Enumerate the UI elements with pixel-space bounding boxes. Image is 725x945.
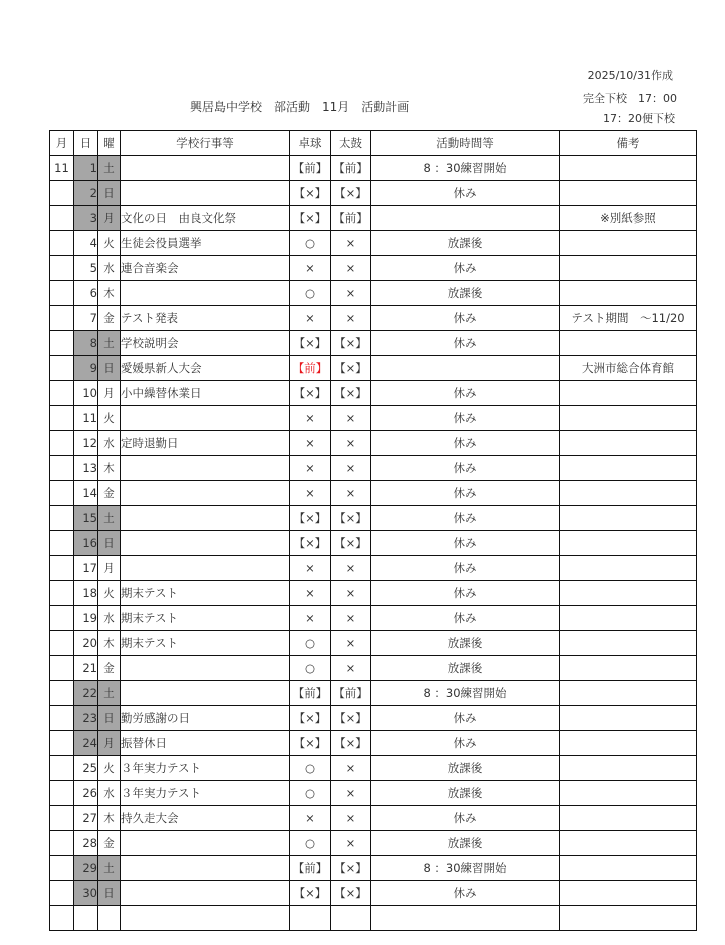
taiko-cell: 【×】 bbox=[331, 356, 371, 381]
notes-cell bbox=[560, 431, 697, 456]
table-tennis-cell: 【×】 bbox=[290, 206, 331, 231]
activity-time-cell: 休み bbox=[371, 506, 560, 531]
weekday-cell: 金 bbox=[98, 656, 121, 681]
month-cell: 11 bbox=[50, 156, 74, 181]
notes-cell bbox=[560, 531, 697, 556]
table-tennis-cell: × bbox=[290, 606, 331, 631]
activity-time-cell: 休み bbox=[371, 431, 560, 456]
school-event-cell: 期末テスト bbox=[121, 631, 290, 656]
day-cell: 16 bbox=[74, 531, 98, 556]
table-tennis-cell: ○ bbox=[290, 781, 331, 806]
table-tennis-cell: ○ bbox=[290, 281, 331, 306]
col-header-month: 月 bbox=[50, 131, 74, 156]
table-row bbox=[50, 356, 697, 381]
activity-time-cell: 休み bbox=[371, 881, 560, 906]
school-event-cell bbox=[121, 156, 290, 181]
weekday-cell: 木 bbox=[98, 281, 121, 306]
weekday-cell: 土 bbox=[98, 681, 121, 706]
school-event-cell: 学校説明会 bbox=[121, 331, 290, 356]
activity-time-cell: 休み bbox=[371, 381, 560, 406]
activity-plan-table bbox=[49, 130, 697, 931]
table-tennis-cell: 【前】 bbox=[290, 156, 331, 181]
notes-cell: 大洲市総合体育館 bbox=[560, 356, 697, 381]
school-event-cell bbox=[121, 856, 290, 881]
notes-cell bbox=[560, 831, 697, 856]
table-row bbox=[50, 656, 697, 681]
table-tennis-cell: ○ bbox=[290, 831, 331, 856]
month-cell bbox=[50, 481, 74, 506]
school-event-cell: テスト発表 bbox=[121, 306, 290, 331]
activity-time-cell: 放課後 bbox=[371, 756, 560, 781]
month-cell bbox=[50, 181, 74, 206]
taiko-cell bbox=[331, 906, 371, 931]
table-row bbox=[50, 531, 697, 556]
month-cell bbox=[50, 831, 74, 856]
table-row bbox=[50, 181, 697, 206]
day-cell: 9 bbox=[74, 356, 98, 381]
taiko-cell: 【×】 bbox=[331, 181, 371, 206]
table-row bbox=[50, 731, 697, 756]
col-header-day: 日 bbox=[74, 131, 98, 156]
weekday-cell: 金 bbox=[98, 831, 121, 856]
notes-cell bbox=[560, 556, 697, 581]
notes-cell: ※別紙参照 bbox=[560, 206, 697, 231]
month-cell bbox=[50, 406, 74, 431]
month-cell bbox=[50, 256, 74, 281]
weekday-cell: 日 bbox=[98, 531, 121, 556]
table-row bbox=[50, 831, 697, 856]
month-cell bbox=[50, 706, 74, 731]
day-cell: 7 bbox=[74, 306, 98, 331]
table-row bbox=[50, 706, 697, 731]
weekday-cell: 土 bbox=[98, 856, 121, 881]
table-row bbox=[50, 556, 697, 581]
table-row bbox=[50, 631, 697, 656]
day-cell: 1 bbox=[74, 156, 98, 181]
full-dismissal-time: 完全下校 17：00 bbox=[583, 92, 677, 105]
day-cell: 30 bbox=[74, 881, 98, 906]
month-cell bbox=[50, 581, 74, 606]
day-cell: 10 bbox=[74, 381, 98, 406]
activity-time-cell: 放課後 bbox=[371, 281, 560, 306]
day-cell: 12 bbox=[74, 431, 98, 456]
weekday-cell: 日 bbox=[98, 706, 121, 731]
weekday-cell: 水 bbox=[98, 256, 121, 281]
col-header-table-tennis: 卓球 bbox=[290, 131, 331, 156]
month-cell bbox=[50, 731, 74, 756]
activity-time-cell: 休み bbox=[371, 181, 560, 206]
day-cell: 17 bbox=[74, 556, 98, 581]
taiko-cell: × bbox=[331, 231, 371, 256]
activity-time-cell: 休み bbox=[371, 556, 560, 581]
taiko-cell: 【前】 bbox=[331, 156, 371, 181]
notes-cell bbox=[560, 706, 697, 731]
month-cell bbox=[50, 381, 74, 406]
table-row bbox=[50, 606, 697, 631]
month-cell bbox=[50, 281, 74, 306]
table-row bbox=[50, 231, 697, 256]
table-row bbox=[50, 481, 697, 506]
taiko-cell: 【×】 bbox=[331, 531, 371, 556]
taiko-cell: × bbox=[331, 456, 371, 481]
taiko-cell: × bbox=[331, 581, 371, 606]
activity-time-cell: 休み bbox=[371, 406, 560, 431]
table-tennis-cell: × bbox=[290, 256, 331, 281]
month-cell bbox=[50, 206, 74, 231]
table-tennis-cell: 【×】 bbox=[290, 506, 331, 531]
weekday-cell: 火 bbox=[98, 756, 121, 781]
activity-time-cell: 放課後 bbox=[371, 631, 560, 656]
month-cell bbox=[50, 881, 74, 906]
table-row bbox=[50, 506, 697, 531]
month-cell bbox=[50, 906, 74, 931]
weekday-cell: 日 bbox=[98, 881, 121, 906]
table-tennis-cell: ○ bbox=[290, 656, 331, 681]
taiko-cell: 【×】 bbox=[331, 706, 371, 731]
school-event-cell: 文化の日 由良文化祭 bbox=[121, 206, 290, 231]
table-row bbox=[50, 581, 697, 606]
notes-cell bbox=[560, 631, 697, 656]
day-cell: 20 bbox=[74, 631, 98, 656]
table-row bbox=[50, 806, 697, 831]
table-row bbox=[50, 781, 697, 806]
day-cell: 22 bbox=[74, 681, 98, 706]
activity-time-cell: 休み bbox=[371, 806, 560, 831]
month-cell bbox=[50, 806, 74, 831]
table-tennis-cell: × bbox=[290, 581, 331, 606]
day-cell: 15 bbox=[74, 506, 98, 531]
table-row bbox=[50, 681, 697, 706]
table-tennis-cell: × bbox=[290, 481, 331, 506]
notes-cell bbox=[560, 456, 697, 481]
taiko-cell: 【×】 bbox=[331, 856, 371, 881]
taiko-cell: 【×】 bbox=[331, 506, 371, 531]
activity-time-cell: 放課後 bbox=[371, 831, 560, 856]
table-row bbox=[50, 906, 697, 931]
activity-time-cell: 放課後 bbox=[371, 231, 560, 256]
table-tennis-cell: 【前】 bbox=[290, 856, 331, 881]
table-row bbox=[50, 331, 697, 356]
table-tennis-cell: ○ bbox=[290, 231, 331, 256]
day-cell: 5 bbox=[74, 256, 98, 281]
day-cell: 21 bbox=[74, 656, 98, 681]
school-event-cell bbox=[121, 881, 290, 906]
table-tennis-cell bbox=[290, 906, 331, 931]
weekday-cell: 火 bbox=[98, 406, 121, 431]
day-cell: 24 bbox=[74, 731, 98, 756]
weekday-cell: 火 bbox=[98, 231, 121, 256]
school-event-cell: 振替休日 bbox=[121, 731, 290, 756]
table-row bbox=[50, 406, 697, 431]
month-cell bbox=[50, 781, 74, 806]
weekday-cell: 月 bbox=[98, 206, 121, 231]
day-cell: 25 bbox=[74, 756, 98, 781]
weekday-cell: 月 bbox=[98, 556, 121, 581]
school-event-cell bbox=[121, 656, 290, 681]
weekday-cell: 月 bbox=[98, 381, 121, 406]
school-event-cell bbox=[121, 481, 290, 506]
weekday-cell: 木 bbox=[98, 631, 121, 656]
table-row bbox=[50, 856, 697, 881]
month-cell bbox=[50, 531, 74, 556]
table-tennis-cell: × bbox=[290, 556, 331, 581]
school-event-cell: 小中繰替休業日 bbox=[121, 381, 290, 406]
weekday-cell: 木 bbox=[98, 456, 121, 481]
month-cell bbox=[50, 506, 74, 531]
day-cell: 3 bbox=[74, 206, 98, 231]
table-tennis-cell: 【×】 bbox=[290, 731, 331, 756]
notes-cell bbox=[560, 156, 697, 181]
day-cell: 23 bbox=[74, 706, 98, 731]
school-event-cell bbox=[121, 906, 290, 931]
taiko-cell: × bbox=[331, 831, 371, 856]
taiko-cell: × bbox=[331, 556, 371, 581]
activity-time-cell bbox=[371, 206, 560, 231]
table-row bbox=[50, 881, 697, 906]
activity-time-cell: 休み bbox=[371, 481, 560, 506]
school-event-cell: 愛媛県新人大会 bbox=[121, 356, 290, 381]
activity-time-cell: 休み bbox=[371, 456, 560, 481]
notes-cell bbox=[560, 281, 697, 306]
taiko-cell: × bbox=[331, 806, 371, 831]
activity-time-cell: 8 ：30練習開始 bbox=[371, 681, 560, 706]
activity-time-cell: 放課後 bbox=[371, 781, 560, 806]
activity-time-cell: 休み bbox=[371, 331, 560, 356]
table-row bbox=[50, 156, 697, 181]
taiko-cell: 【×】 bbox=[331, 381, 371, 406]
taiko-cell: × bbox=[331, 481, 371, 506]
activity-time-cell: 放課後 bbox=[371, 656, 560, 681]
table-row bbox=[50, 456, 697, 481]
notes-cell bbox=[560, 906, 697, 931]
month-cell bbox=[50, 606, 74, 631]
taiko-cell: 【前】 bbox=[331, 206, 371, 231]
activity-time-cell bbox=[371, 356, 560, 381]
table-tennis-cell: × bbox=[290, 456, 331, 481]
month-cell bbox=[50, 231, 74, 256]
weekday-cell: 火 bbox=[98, 581, 121, 606]
table-tennis-cell: 【×】 bbox=[290, 181, 331, 206]
day-cell: 28 bbox=[74, 831, 98, 856]
month-cell bbox=[50, 431, 74, 456]
weekday-cell: 金 bbox=[98, 481, 121, 506]
col-header-activity-time: 活動時間等 bbox=[371, 131, 560, 156]
weekday-cell: 土 bbox=[98, 506, 121, 531]
notes-cell bbox=[560, 256, 697, 281]
notes-cell bbox=[560, 481, 697, 506]
day-cell: 14 bbox=[74, 481, 98, 506]
activity-time-cell: 休み bbox=[371, 706, 560, 731]
day-cell bbox=[74, 906, 98, 931]
taiko-cell: × bbox=[331, 606, 371, 631]
col-header-notes: 備考 bbox=[560, 131, 697, 156]
weekday-cell: 木 bbox=[98, 806, 121, 831]
day-cell: 18 bbox=[74, 581, 98, 606]
taiko-cell: × bbox=[331, 631, 371, 656]
activity-time-cell: 休み bbox=[371, 731, 560, 756]
notes-cell bbox=[560, 856, 697, 881]
school-event-cell: 持久走大会 bbox=[121, 806, 290, 831]
table-row bbox=[50, 381, 697, 406]
table-tennis-cell: × bbox=[290, 306, 331, 331]
school-event-cell: 連合音楽会 bbox=[121, 256, 290, 281]
taiko-cell: 【×】 bbox=[331, 731, 371, 756]
table-tennis-cell: ○ bbox=[290, 631, 331, 656]
month-cell bbox=[50, 456, 74, 481]
table-tennis-cell: 【前】 bbox=[290, 681, 331, 706]
day-cell: 26 bbox=[74, 781, 98, 806]
table-row bbox=[50, 256, 697, 281]
day-cell: 8 bbox=[74, 331, 98, 356]
notes-cell bbox=[560, 231, 697, 256]
activity-time-cell bbox=[371, 906, 560, 931]
activity-time-cell: 休み bbox=[371, 581, 560, 606]
month-cell bbox=[50, 631, 74, 656]
taiko-cell: 【前】 bbox=[331, 681, 371, 706]
day-cell: 6 bbox=[74, 281, 98, 306]
table-tennis-cell: 【×】 bbox=[290, 381, 331, 406]
notes-cell bbox=[560, 581, 697, 606]
notes-cell bbox=[560, 506, 697, 531]
day-cell: 29 bbox=[74, 856, 98, 881]
school-event-cell bbox=[121, 531, 290, 556]
month-cell bbox=[50, 656, 74, 681]
notes-cell bbox=[560, 881, 697, 906]
weekday-cell: 水 bbox=[98, 431, 121, 456]
taiko-cell: × bbox=[331, 756, 371, 781]
school-event-cell: 勤労感謝の日 bbox=[121, 706, 290, 731]
taiko-cell: × bbox=[331, 781, 371, 806]
notes-cell bbox=[560, 806, 697, 831]
taiko-cell: 【×】 bbox=[331, 331, 371, 356]
school-event-cell: 生徒会役員選挙 bbox=[121, 231, 290, 256]
weekday-cell: 日 bbox=[98, 181, 121, 206]
school-event-cell: 期末テスト bbox=[121, 581, 290, 606]
notes-cell bbox=[560, 181, 697, 206]
taiko-cell: × bbox=[331, 656, 371, 681]
table-tennis-cell: 【前】 bbox=[290, 356, 331, 381]
bus-dismissal-time: 17：20便下校 bbox=[603, 112, 675, 125]
school-event-cell bbox=[121, 456, 290, 481]
school-event-cell bbox=[121, 556, 290, 581]
table-tennis-cell: × bbox=[290, 806, 331, 831]
weekday-cell: 日 bbox=[98, 356, 121, 381]
table-row bbox=[50, 206, 697, 231]
notes-cell bbox=[560, 331, 697, 356]
activity-time-cell: 休み bbox=[371, 606, 560, 631]
month-cell bbox=[50, 681, 74, 706]
taiko-cell: 【×】 bbox=[331, 881, 371, 906]
school-event-cell: 定時退勤日 bbox=[121, 431, 290, 456]
notes-cell bbox=[560, 381, 697, 406]
activity-time-cell: 8 ：30練習開始 bbox=[371, 156, 560, 181]
taiko-cell: × bbox=[331, 281, 371, 306]
document-title: 興居島中学校 部活動 11月 活動計画 bbox=[190, 100, 410, 114]
col-header-taiko: 太鼓 bbox=[331, 131, 371, 156]
month-cell bbox=[50, 331, 74, 356]
taiko-cell: × bbox=[331, 306, 371, 331]
school-event-cell bbox=[121, 281, 290, 306]
activity-time-cell: 休み bbox=[371, 256, 560, 281]
school-event-cell bbox=[121, 406, 290, 431]
taiko-cell: × bbox=[331, 431, 371, 456]
table-tennis-cell: × bbox=[290, 431, 331, 456]
weekday-cell: 土 bbox=[98, 331, 121, 356]
school-event-cell: ３年実力テスト bbox=[121, 756, 290, 781]
notes-cell bbox=[560, 656, 697, 681]
school-event-cell: 期末テスト bbox=[121, 606, 290, 631]
created-date: 2025/10/31作成 bbox=[587, 69, 673, 82]
weekday-cell: 金 bbox=[98, 306, 121, 331]
table-row bbox=[50, 756, 697, 781]
school-event-cell bbox=[121, 181, 290, 206]
weekday-cell: 水 bbox=[98, 606, 121, 631]
table-row bbox=[50, 431, 697, 456]
table-tennis-cell: 【×】 bbox=[290, 706, 331, 731]
notes-cell bbox=[560, 406, 697, 431]
activity-time-cell: 休み bbox=[371, 306, 560, 331]
table-header-row bbox=[50, 131, 697, 156]
weekday-cell: 月 bbox=[98, 731, 121, 756]
month-cell bbox=[50, 756, 74, 781]
table-tennis-cell: × bbox=[290, 406, 331, 431]
activity-time-cell: 休み bbox=[371, 531, 560, 556]
table-tennis-cell: 【×】 bbox=[290, 881, 331, 906]
table-tennis-cell: 【×】 bbox=[290, 331, 331, 356]
taiko-cell: × bbox=[331, 256, 371, 281]
day-cell: 27 bbox=[74, 806, 98, 831]
notes-cell bbox=[560, 681, 697, 706]
day-cell: 19 bbox=[74, 606, 98, 631]
taiko-cell: × bbox=[331, 406, 371, 431]
month-cell bbox=[50, 856, 74, 881]
school-event-cell bbox=[121, 831, 290, 856]
day-cell: 11 bbox=[74, 406, 98, 431]
day-cell: 2 bbox=[74, 181, 98, 206]
table-row bbox=[50, 306, 697, 331]
weekday-cell bbox=[98, 906, 121, 931]
col-header-school-events: 学校行事等 bbox=[121, 131, 290, 156]
notes-cell bbox=[560, 731, 697, 756]
school-event-cell bbox=[121, 681, 290, 706]
notes-cell bbox=[560, 781, 697, 806]
weekday-cell: 土 bbox=[98, 156, 121, 181]
table-tennis-cell: ○ bbox=[290, 756, 331, 781]
school-event-cell: ３年実力テスト bbox=[121, 781, 290, 806]
activity-time-cell: 8 ：30練習開始 bbox=[371, 856, 560, 881]
month-cell bbox=[50, 356, 74, 381]
day-cell: 4 bbox=[74, 231, 98, 256]
notes-cell: テスト期間 ～11/20 bbox=[560, 306, 697, 331]
day-cell: 13 bbox=[74, 456, 98, 481]
month-cell bbox=[50, 556, 74, 581]
month-cell bbox=[50, 306, 74, 331]
table-row bbox=[50, 281, 697, 306]
notes-cell bbox=[560, 606, 697, 631]
col-header-weekday: 曜 bbox=[98, 131, 121, 156]
school-event-cell bbox=[121, 506, 290, 531]
notes-cell bbox=[560, 756, 697, 781]
weekday-cell: 水 bbox=[98, 781, 121, 806]
table-tennis-cell: 【×】 bbox=[290, 531, 331, 556]
